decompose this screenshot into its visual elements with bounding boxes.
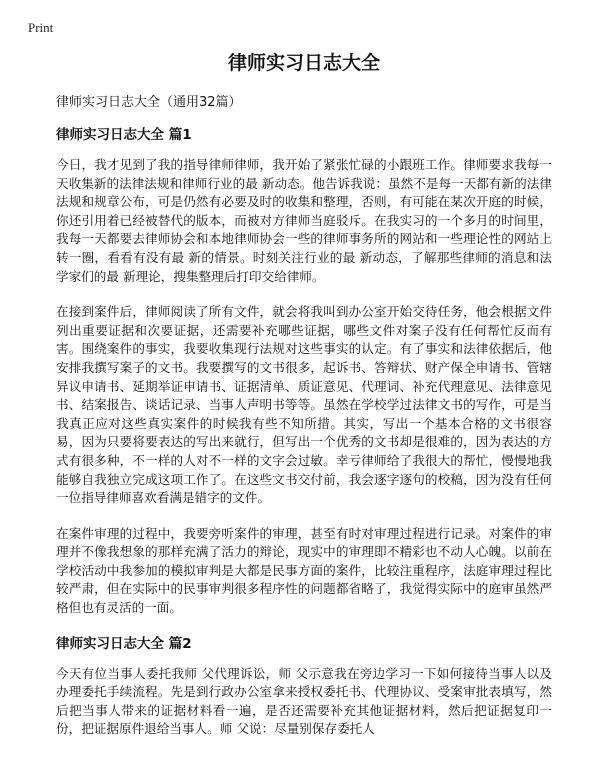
paragraph: 今日，我才见到了我的指导律师律师，我开始了紧张忙碌的小跟班工作。律师要求我每一天收集新的法律法规和律师行业的最 新动态。他告诉我说：虽然不是每一天都有新的法律法规和规章公布，可是仍然有必要及时的收集和整理，否则，有可能在某次开庭的时候，你还引用着已经被替代的版本，而被对方律师当庭驳斥。在我实习的一个多月的时间里，我每一天都要去律师协会和本地律师协会一些的律师事务所的网站和一些理论性的网站上转一圈，看看有没有最 新的情景。时刻关注行业的最 新动态，了解那些律师的消息和法学家们的最 新理论，搜集整理后打印交给律师。 — [56, 157, 552, 284]
section-heading: 律师实习日志大全 篇1 — [56, 127, 192, 143]
document-subtitle: 律师实习日志大全（通用32篇） — [56, 95, 242, 110]
section-2 — [56, 635, 552, 739]
document — [56, 50, 552, 756]
paragraph: 在案件审理的过程中，我要旁听案件的审理，甚至有时对审理过程进行记录。对案件的审理并不像我想象的那样充满了活力的辩论，现实中的审理即不精彩也不动人心魄。以前在学校活动中我参加的模拟审判是大都是民事方面的案件，比较注重程序，法庭审理过程比较严肃，但在实际中的民事审判很多程序性的问题都省略了，我觉得实际中的庭审虽然严格但也有灵活的一面。 — [56, 525, 552, 616]
paragraph: 今天有位当事人委托我师 父代理诉讼，师 父示意我在旁边学习一下如何接待当事人以及办理委托手续流程。先是到行政办公室拿来授权委托书、代理协议、受案审批表填写，然后把当事人带来的证据材料看一遍，是否还需要补充其他证据材料，然后把证据复印一份，把证据原件退给当事人。师 父说：尽量别保存委托人 — [56, 665, 552, 737]
section-1 — [56, 126, 552, 618]
section-heading: 律师实习日志大全 篇2 — [56, 635, 192, 652]
document-title: 律师实习日志大全 — [227, 52, 380, 74]
paragraph: 在接到案件后，律师阅读了所有文件，就会将我叫到办公室开始交待任务，他会根据文件列出重要证据和次要证据，还需要补充哪些证据，哪些文件对案子没有任何帮忙反而有害。围绕案件的事实，我要收集现行法规对这些事实的认定。有了事实和法律依据后，他安排我撰写案子的文书。我要撰写的文书很多，起诉书、答辩状、财产保全申请书、管辖异议申请书、延期举证申请书、证据清单、质证意见、代理词、补充代理意见、法律意见书、结案报告、谈话记录、当事人声明书等等。虽然在学校学过法律文书的写作，可是当我真正应对这些真实案件的时候我有些不知所措。其实，写出一个基本合格的文书很容易，因为只要将要表达的写出来就行，但写出一个优秀的文书却是很难的，因为表达的方式有很多种，不一样的人对不一样的文字会过敏。幸亏律师给了我很大的帮忙，慢慢地我能够自我独立完成这项工作了。在这些文书交付前，我会逐字逐句的校稿，因为没有任何一位指导律师喜欢看满是错字的文件。 — [56, 304, 552, 506]
print-label: Print — [28, 20, 54, 35]
